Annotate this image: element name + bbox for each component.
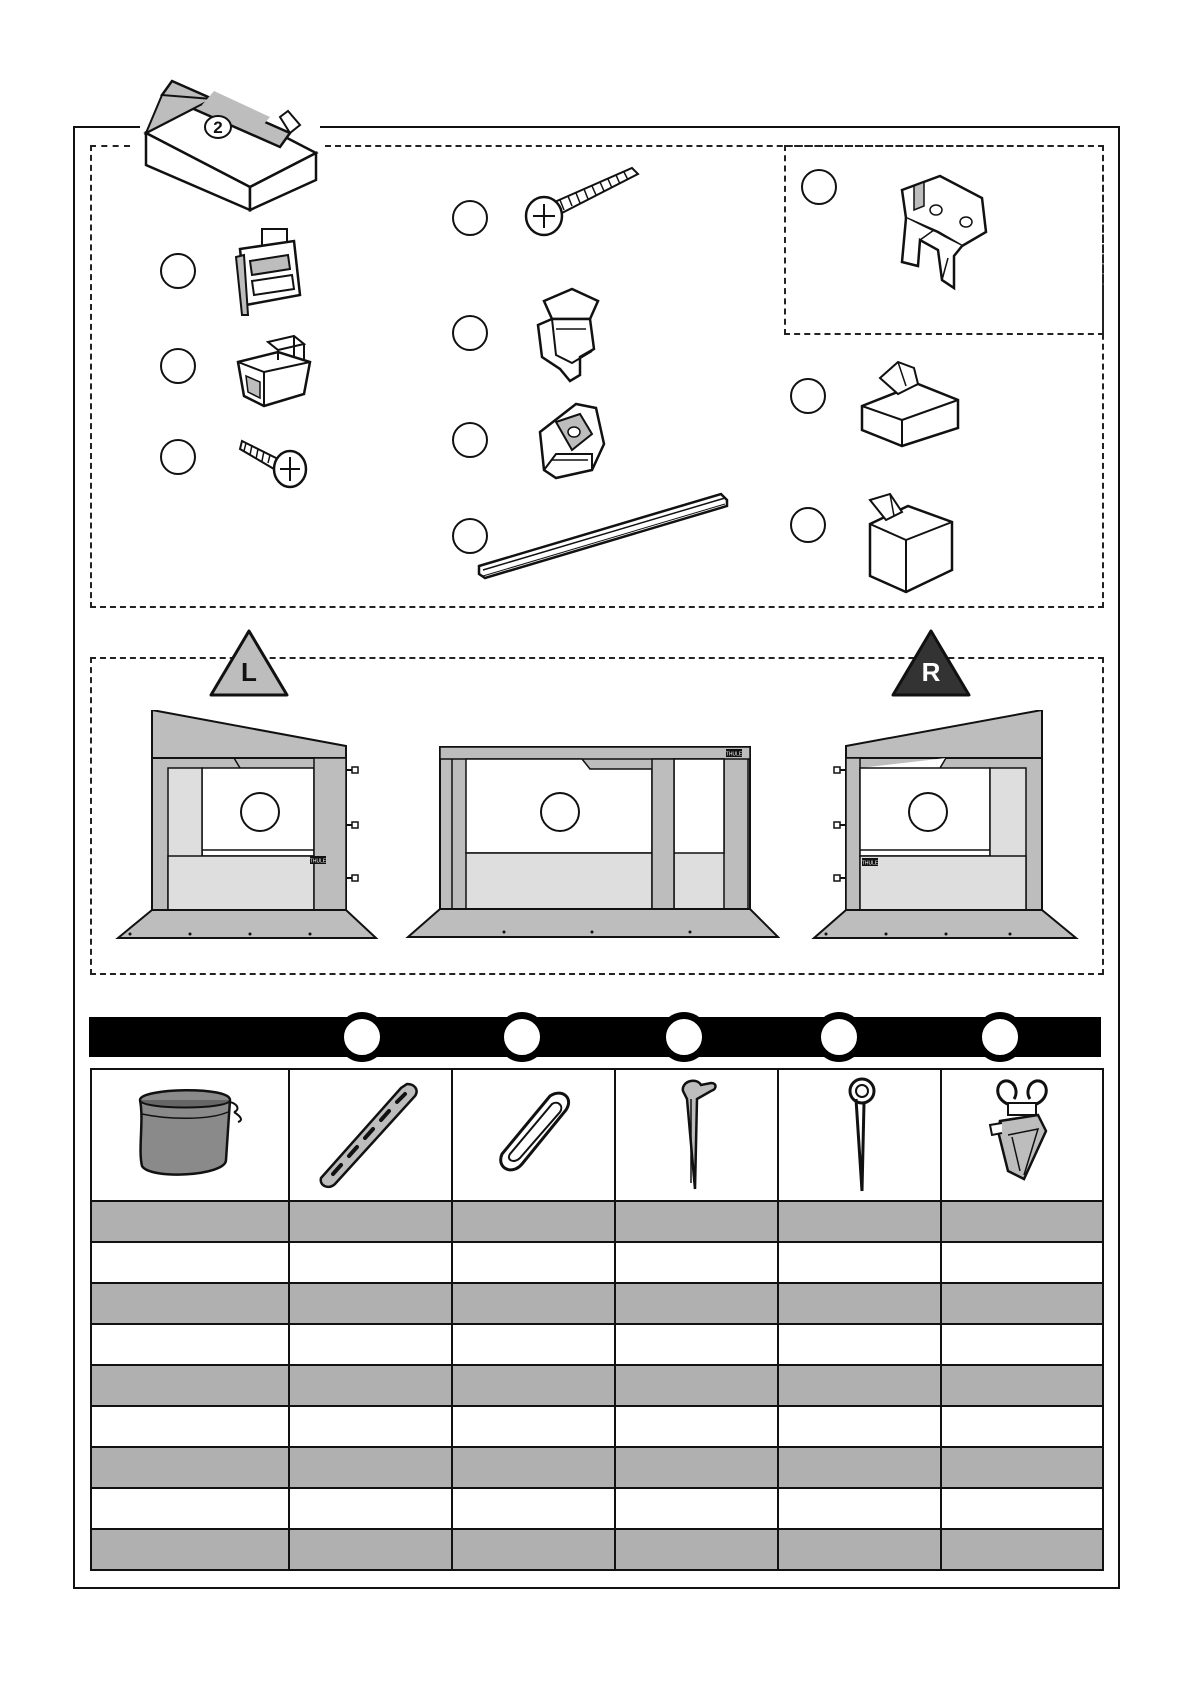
parts-table-header-bar: [89, 1017, 1101, 1057]
table-cell: [91, 1365, 289, 1406]
callout-circle: [240, 792, 280, 832]
table-cell: [941, 1283, 1103, 1324]
clamp-hook-icon: [962, 1075, 1082, 1195]
rail-clip-icon: [532, 285, 607, 385]
track-end-icon: [234, 332, 314, 410]
left-side-badge: [207, 627, 291, 699]
table-cell: [289, 1324, 452, 1365]
callout-circle: [908, 792, 948, 832]
callout-circle: [452, 200, 488, 236]
callout-circle: [540, 792, 580, 832]
table-cell: [778, 1447, 941, 1488]
right-wall-panel: [810, 710, 1085, 940]
table-cell: [452, 1283, 615, 1324]
table-row: [91, 1447, 1103, 1488]
right-badge-label: R: [921, 657, 941, 687]
callout-circle: [452, 315, 488, 351]
table-row: [91, 1242, 1103, 1283]
table-cell: [941, 1242, 1103, 1283]
table-cell: [289, 1529, 452, 1570]
table-cell: [91, 1488, 289, 1529]
table-cell: [289, 1488, 452, 1529]
table-cell: [452, 1488, 615, 1529]
table-cell: [615, 1069, 778, 1201]
table-cell: [91, 1201, 289, 1242]
table-cell: [91, 1242, 289, 1283]
parts-table: [90, 1068, 1104, 1571]
table-row: [91, 1406, 1103, 1447]
table-cell: [778, 1069, 941, 1201]
table-cell: [452, 1447, 615, 1488]
table-cell: [778, 1488, 941, 1529]
rubber-ring-icon: [474, 1080, 594, 1190]
table-cell: [941, 1529, 1103, 1570]
box-number: 2: [213, 118, 223, 137]
front-wall-panel: [404, 745, 784, 940]
storage-bag-icon: [130, 1080, 250, 1190]
corner-clip-icon: [532, 398, 612, 483]
table-cell: [91, 1406, 289, 1447]
table-cell: [778, 1529, 941, 1570]
table-cell: [289, 1406, 452, 1447]
table-cell: [452, 1529, 615, 1570]
left-badge-label: L: [241, 657, 257, 687]
table-cell: [615, 1283, 778, 1324]
table-cell: [778, 1324, 941, 1365]
table-row: [91, 1201, 1103, 1242]
callout-circle: [337, 1012, 387, 1062]
table-cell: [615, 1529, 778, 1570]
table-cell: [452, 1324, 615, 1365]
callout-circle: [160, 253, 196, 289]
table-cell: [615, 1406, 778, 1447]
table-cell: [615, 1201, 778, 1242]
table-cell: [91, 1529, 289, 1570]
table-cell: [615, 1324, 778, 1365]
callout-circle: [975, 1012, 1025, 1062]
pin-peg-icon: [800, 1075, 920, 1195]
table-cell: [615, 1447, 778, 1488]
hardware-section-top-border-left: [90, 145, 130, 147]
table-cell: [289, 1365, 452, 1406]
callout-circle: [790, 378, 826, 414]
table-cell: [289, 1069, 452, 1201]
tension-strap-icon: [311, 1080, 431, 1190]
strap-buckle-icon: [232, 225, 307, 325]
table-cell: [941, 1447, 1103, 1488]
table-icon-row: [91, 1069, 1103, 1201]
table-row: [91, 1529, 1103, 1570]
ground-peg-icon: [637, 1075, 757, 1195]
table-row: [91, 1365, 1103, 1406]
table-cell: [452, 1201, 615, 1242]
table-cell: [778, 1406, 941, 1447]
table-cell: [452, 1406, 615, 1447]
callout-circle: [160, 439, 196, 475]
foam-block-icon: [858, 358, 963, 448]
table-cell: [615, 1488, 778, 1529]
table-row: [91, 1488, 1103, 1529]
table-cell: [778, 1242, 941, 1283]
table-cell: [941, 1488, 1103, 1529]
table-cell: [91, 1283, 289, 1324]
table-cell: [91, 1447, 289, 1488]
wood-screw-icon: [520, 160, 645, 240]
table-cell: [615, 1365, 778, 1406]
table-cell: [452, 1242, 615, 1283]
panel-logo: THULE: [725, 751, 743, 758]
callout-circle: [659, 1012, 709, 1062]
table-cell: [289, 1447, 452, 1488]
panel-logo: THULE: [861, 860, 879, 867]
callout-circle: [814, 1012, 864, 1062]
table-cell: [91, 1324, 289, 1365]
corner-bracket-icon: [890, 170, 1000, 295]
right-side-badge: [889, 627, 973, 699]
table-cell: [452, 1365, 615, 1406]
self-tapping-screw-icon: [238, 433, 318, 493]
table-cell: [778, 1365, 941, 1406]
table-cell: [778, 1201, 941, 1242]
table-cell: [91, 1069, 289, 1201]
callout-circle: [790, 507, 826, 543]
table-cell: [615, 1242, 778, 1283]
callout-circle: [452, 422, 488, 458]
callout-circle: [160, 348, 196, 384]
table-row: [91, 1283, 1103, 1324]
table-cell: [941, 1324, 1103, 1365]
rail-profile-icon: [475, 488, 735, 583]
callout-circle: [801, 169, 837, 205]
table-cell: [941, 1406, 1103, 1447]
foam-cube-icon: [864, 490, 959, 595]
table-row: [91, 1324, 1103, 1365]
table-cell: [452, 1069, 615, 1201]
table-cell: [289, 1283, 452, 1324]
table-cell: [778, 1283, 941, 1324]
table-cell: [289, 1201, 452, 1242]
table-cell: [941, 1201, 1103, 1242]
table-cell: [941, 1365, 1103, 1406]
panel-logo: THULE: [309, 858, 327, 865]
callout-circle: [497, 1012, 547, 1062]
table-cell: [289, 1242, 452, 1283]
table-cell: [941, 1069, 1103, 1201]
